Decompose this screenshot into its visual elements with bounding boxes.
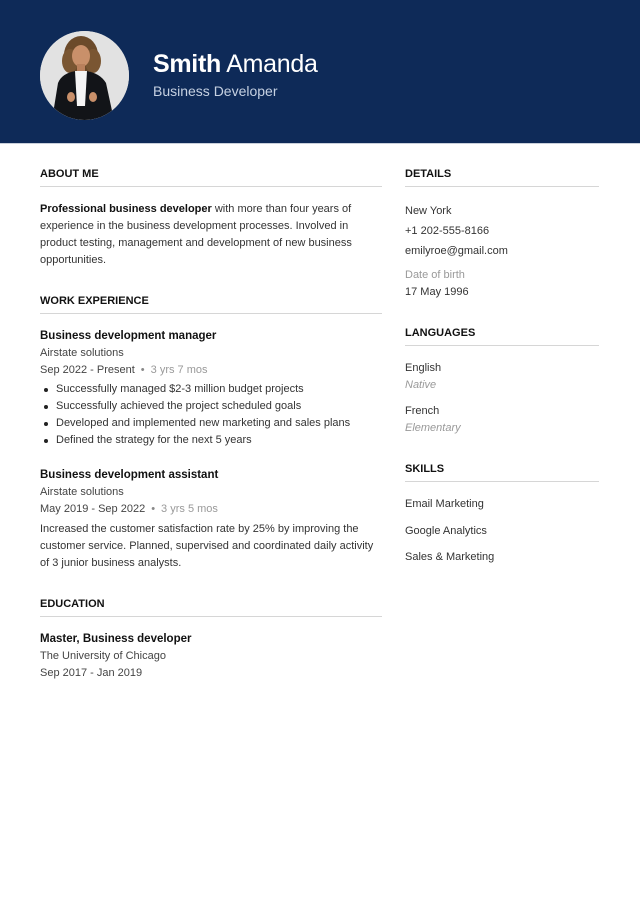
job-duration: 3 yrs 7 mos xyxy=(150,364,208,376)
section-title-languages: LANGUAGES xyxy=(405,327,599,346)
language-level: Elementary xyxy=(405,422,461,434)
education-section xyxy=(40,598,382,682)
detail-email: emilyroe@gmail.com xyxy=(405,245,508,257)
language-level: Native xyxy=(405,379,437,391)
section-title-skills: SKILLS xyxy=(405,463,599,482)
about-text xyxy=(40,201,382,269)
job-dates: May 2019 - Sep 2022 xyxy=(40,503,146,515)
job-dates-line xyxy=(40,362,382,379)
job-title: Business development assistant xyxy=(40,469,219,481)
side-column xyxy=(405,168,599,592)
section-title-education: EDUCATION xyxy=(40,598,382,617)
degree: Master, Business developer xyxy=(40,633,192,645)
last-name: Smith xyxy=(153,50,221,78)
full-name xyxy=(153,50,318,79)
skills-section xyxy=(405,463,599,566)
separator-dot: • xyxy=(140,364,145,376)
bullet-item: Developed and implemented new marketing and sales plans xyxy=(40,415,382,432)
about-lead: Professional business developer xyxy=(40,203,212,215)
job-entry xyxy=(40,467,382,572)
education-dates: Sep 2017 - Jan 2019 xyxy=(40,667,143,679)
job-company: Airstate solutions xyxy=(40,486,124,498)
job-description: Increased the customer satisfaction rate by 25% by improving the customer service. Planned, supervised and coordinated daily activity of 3 junior business analysts. xyxy=(40,523,374,569)
language-name: English xyxy=(405,362,442,374)
language-item xyxy=(405,360,599,394)
dob-label: Date of birth xyxy=(405,269,465,281)
job-duration: 3 yrs 5 mos xyxy=(161,503,218,515)
about-body: with more than four years of experience in the business development processes. Involved in product testing, management and development of new business opportunities. xyxy=(40,203,352,266)
about-section xyxy=(40,168,382,269)
detail-city: New York xyxy=(405,205,452,217)
separator-dot: • xyxy=(151,503,156,515)
resume-header xyxy=(0,0,640,144)
skill-item: Google Analytics xyxy=(405,524,487,537)
skill-item: Sales & Marketing xyxy=(405,551,495,563)
avatar xyxy=(40,31,129,120)
languages-section xyxy=(405,327,599,437)
skill-item: Email Marketing xyxy=(405,498,484,510)
job-bullets xyxy=(40,381,382,449)
job-entry xyxy=(40,328,382,449)
section-title-details: DETAILS xyxy=(405,168,599,187)
job-company: Airstate solutions xyxy=(40,347,124,359)
bullet-item: Successfully managed $2-3 million budget projects xyxy=(40,381,382,398)
education-entry xyxy=(40,631,382,682)
main-column xyxy=(40,168,382,708)
detail-phone: +1 202-555-8166 xyxy=(405,225,490,237)
section-title-work: WORK EXPERIENCE xyxy=(40,295,382,314)
bullet-item: Successfully achieved the project scheduled goals xyxy=(40,398,382,415)
dob-value: 17 May 1996 xyxy=(405,286,469,298)
language-name: French xyxy=(405,405,440,417)
profile-photo-icon xyxy=(40,31,129,120)
bullet-item: Defined the strategy for the next 5 years xyxy=(40,432,382,449)
language-item xyxy=(405,403,599,437)
details-section xyxy=(405,168,599,301)
work-section xyxy=(40,295,382,572)
job-title: Business development manager xyxy=(40,330,217,342)
job-dates-line xyxy=(40,501,382,518)
job-dates: Sep 2022 - Present xyxy=(40,364,135,376)
school: The University of Chicago xyxy=(40,650,166,662)
section-title-about: ABOUT ME xyxy=(40,168,382,187)
job-role: Business Developer xyxy=(153,83,278,99)
first-name: Amanda xyxy=(226,50,318,78)
